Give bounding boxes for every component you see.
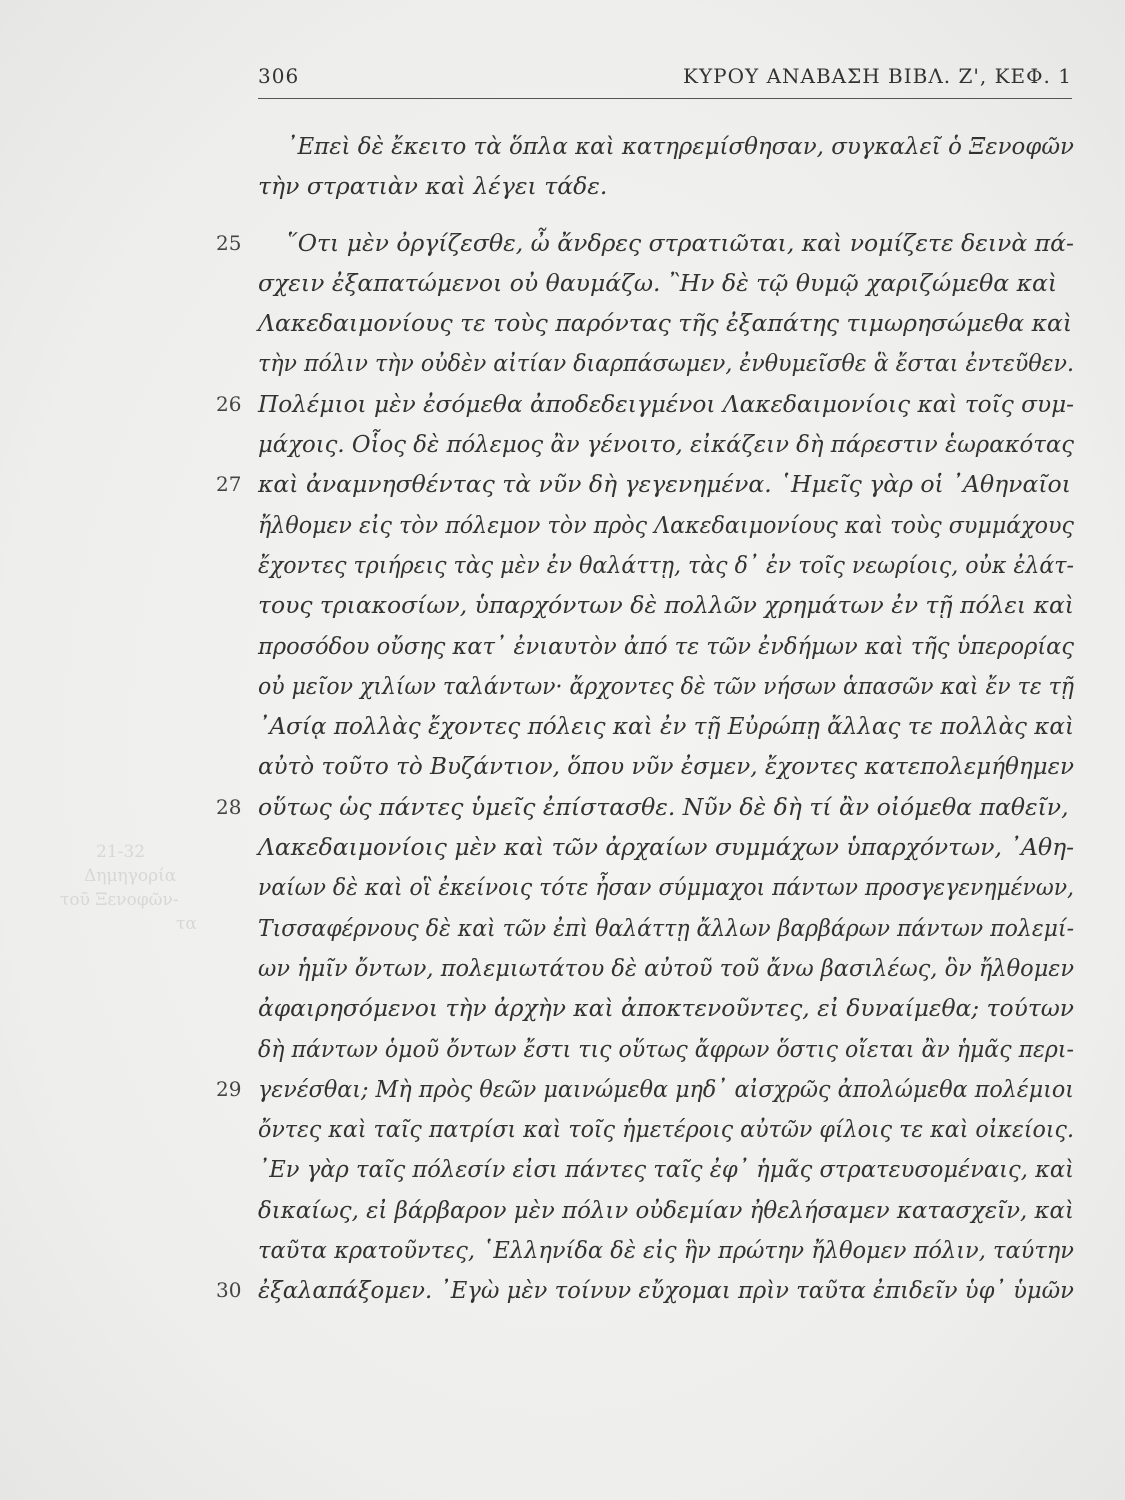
section-number-30: 30 <box>216 1278 242 1303</box>
text-line: ταῦτα κρατοῦντες, ῾Ελληνίδα δὲ εἰς ἣν πρώτην ἤλθομεν πόλιν, ταύτην <box>258 1236 1074 1265</box>
running-head: ΚΥΡΟΥ ΑΝΑΒΑΣΗ ΒΙΒΛ. Ζ', ΚΕΦ. 1 <box>683 64 1072 88</box>
text-line: 28 οὕτως ὡς πάντες ὑμεῖς ἐπίστασθε. Νῦν δὲ δὴ τί ἂν οἰόμεθα παθεῖν, <box>258 787 1074 827</box>
text-line: αὐτὸ τοῦτο τὸ Βυζάντιον, ὅπου νῦν ἐσμεν, ἔχοντες κατεπολεμήθημεν <box>258 752 1075 781</box>
text-line: 29 γενέσθαι; Μὴ πρὸς θεῶν μαινώμεθα μηδ᾿ αἰσχρῶς ἀπολώμεθα πολέμιοι <box>258 1069 1074 1109</box>
text-line: ναίων δὲ καὶ οἳ ἐκείνοις τότε ἦσαν σύμμαχοι πάντων προσγεγενημένων, <box>258 873 1074 902</box>
text-line: ἔχοντες τριήρεις τὰς μὲν ἐν θαλάττῃ, τὰς δ᾿ ἐν τοῖς νεωρίοις, οὐκ ἐλάτ- <box>258 550 1075 579</box>
text-line: προσόδου οὔσης κατ᾿ ἐνιαυτὸν ἀπό τε τῶν ἐνδήμων καὶ τῆς ὑπερορίας <box>258 631 1074 660</box>
text-line: Τισσαφέρνους δὲ καὶ τῶν ἐπὶ θαλάττῃ ἄλλων βαρβάρων πάντων πολεμί- <box>258 913 1075 942</box>
text-line: Λακεδαιμονίοις μὲν καὶ τῶν ἀρχαίων συμμάχων ὑπαρχόντων, ᾿Αθη- <box>258 833 1075 862</box>
text-line: ᾿Εν γὰρ ταῖς πόλεσίν εἰσι πάντες ταῖς ἐφ᾿ ἡμᾶς στρατευσομέναις, καὶ <box>258 1155 1075 1184</box>
text-line: σχειν ἐξαπατώμενοι οὐ θαυμάζω. ῍Ην δὲ τῷ θυμῷ χαριζώμεθα καὶ <box>258 268 1058 297</box>
text-line: 27 καὶ ἀναμνησθέντας τὰ νῦν δὴ γεγενημένα. ῾Ημεῖς γὰρ οἱ ᾿Αθηναῖοι <box>258 464 1074 504</box>
text-line: 26 Πολέμιοι μὲν ἐσόμεθα ἀποδεδειγμένοι Λακεδαιμονίοις καὶ τοῖς συμ- <box>258 384 1074 424</box>
section-number-29: 29 <box>216 1076 242 1101</box>
header-rule <box>258 98 1072 99</box>
text-line: Λακεδαιμονίους τε τοὺς παρόντας τῆς ἐξαπάτης τιμωρησώμεθα καὶ <box>258 309 1073 338</box>
text-line: ᾿Ασίᾳ πολλὰς ἔχοντες πόλεις καὶ ἐν τῇ Εὐρώπῃ ἄλλας τε πολλὰς καὶ <box>258 712 1075 741</box>
text-line: δὴ πάντων ὁμοῦ ὄντων ἔστι τις οὕτως ἄφρων ὅστις οἴεται ἂν ἡμᾶς περι- <box>258 1034 1074 1063</box>
text-line: οὐ μεῖον χιλίων ταλάντων· ἄρχοντες δὲ τῶν νήσων ἁπασῶν καὶ ἔν τε τῇ <box>258 671 1074 700</box>
text-line: ἀφαιρησόμενοι τὴν ἀρχὴν καὶ ἀποκτενοῦντες, εἰ δυναίμεθα; τούτων <box>258 994 1075 1023</box>
text-line: ων ἡμῖν ὄντων, πολεμιωτάτου δὲ αὐτοῦ τοῦ ἄνω βασιλέως, ὃν ἤλθομεν <box>258 953 1075 982</box>
margin-bleed-2: Δημηγορία <box>84 866 177 886</box>
main-text <box>216 126 1075 1311</box>
section-number-27: 27 <box>216 472 242 497</box>
text-line: 25 ῞Οτι μὲν ὀργίζεσθε, ὦ ἄνδρες στρατιῶται, καὶ νομίζετε δεινὰ πά- <box>258 223 1074 263</box>
section-number-28: 28 <box>216 794 242 819</box>
text-line: 30 ἐξαλαπάξομεν. ᾿Εγὼ μὲν τοίνυν εὔχομαι πρὶν ταῦτα ἐπιδεῖν ὑφ᾿ ὑμῶν <box>258 1270 1074 1310</box>
section-number-25: 25 <box>216 230 242 255</box>
text-line: τὴν πόλιν τὴν οὐδὲν αἰτίαν διαρπάσωμεν, ἐνθυμεῖσθε ἃ ἔσται ἐντεῦθεν. <box>258 349 1074 378</box>
text-line: ᾿Επεὶ δὲ ἔκειτο τὰ ὅπλα καὶ κατηρεμίσθησαν, συγκαλεῖ ὁ Ξενοφῶν <box>286 132 1074 160</box>
margin-bleed-4: τα <box>176 914 197 934</box>
text-line: τὴν στρατιὰν καὶ λέγει τάδε. <box>258 172 608 201</box>
margin-bleed-3: τοῦ Ξενοφῶν- <box>60 890 179 910</box>
section-number-26: 26 <box>216 391 242 416</box>
text-line: δικαίως, εἰ βάρβαρον μὲν πόλιν οὐδεμίαν ἠθελήσαμεν κατασχεῖν, καὶ <box>258 1195 1074 1224</box>
text-line: ἤλθομεν εἰς τὸν πόλεμον τὸν πρὸς Λακεδαιμονίους καὶ τοὺς συμμάχους <box>258 510 1074 539</box>
text-line: τους τριακοσίων, ὑπαρχόντων δὲ πολλῶν χρημάτων ἐν τῇ πόλει καὶ <box>258 591 1074 620</box>
text-line: ὄντες καὶ ταῖς πατρίσι καὶ τοῖς ἡμετέροις αὐτῶν φίλοις τε καὶ οἰκείοις. <box>258 1115 1074 1144</box>
text-line: μάχοις. Οἷος δὲ πόλεμος ἂν γένοιτο, εἰκάζειν δὴ πάρεστιν ἑωρακότας <box>258 430 1075 459</box>
page-number: 306 <box>258 64 300 88</box>
margin-bleed-1: 21-32 <box>96 842 146 862</box>
